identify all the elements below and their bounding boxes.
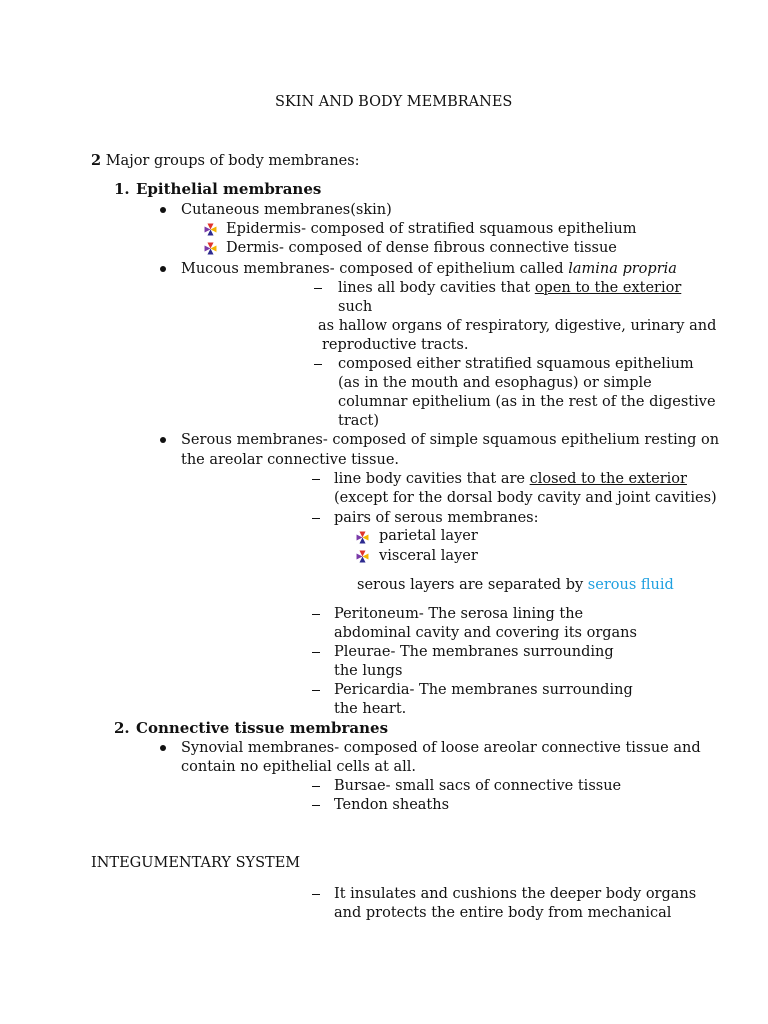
peritoneum-item-line-2: abdominal cavity and covering its organs [334, 625, 637, 641]
serous-point-2: pairs of serous membranes: [334, 510, 539, 526]
bullet-dot-icon [160, 207, 166, 213]
pericardia-item: Pericardia- The membranes surrounding [334, 682, 633, 698]
integumentary-point-line-2: and protects the entire body from mechanical [334, 905, 672, 921]
pleurae-item-line-2: the lungs [334, 663, 403, 679]
visceral-layer-item: visceral layer [379, 548, 478, 564]
integumentary-point: It insulates and cushions the deeper body organs [334, 886, 697, 902]
bullet-dot-icon [160, 745, 166, 751]
serous-point-1-line-2: (except for the dorsal body cavity and joint cavities) [334, 490, 717, 506]
mucous-point-1-text: lines all body cavities that [338, 280, 535, 296]
mucous-point-1-line-4: reproductive tracts. [322, 337, 469, 353]
page-title: SKIN AND BODY MEMBRANES [275, 94, 513, 110]
serous-fluid-term: serous fluid [587, 577, 674, 593]
dash-icon [312, 479, 320, 480]
mucous-point-1-line-2: such [338, 299, 373, 315]
parietal-layer-item: parietal layer [379, 528, 478, 544]
serous-separation-text: serous layers are separated by [357, 577, 588, 593]
pericardia-item-line-2: the heart. [334, 701, 407, 717]
fleuron-icon [204, 242, 217, 255]
mucous-item [181, 260, 677, 278]
mucous-point-2-line-2: (as in the mouth and esophagus) or simple [338, 375, 652, 391]
serous-item-line-2: the areolar connective tissue. [181, 452, 400, 468]
dash-icon [312, 614, 320, 615]
mucous-point-2-line-3: columnar epithelium (as in the rest of the digestive [338, 394, 716, 410]
bullet-dot-icon [160, 437, 166, 443]
pleurae-item: Pleurae- The membranes surrounding [334, 644, 614, 660]
mucous-point-1-underline: open to the exterior [534, 280, 682, 296]
intro-number: 2 [91, 152, 102, 169]
fleuron-icon [356, 550, 369, 563]
mucous-point-1-line-3: as hallow organs of respiratory, digestive, urinary and [318, 318, 717, 334]
dash-icon [314, 288, 322, 289]
fleuron-icon [356, 531, 369, 544]
dash-icon [312, 786, 320, 787]
dermis-item: Dermis- composed of dense fibrous connective tissue [226, 240, 617, 256]
tendon-sheaths-item: Tendon sheaths [334, 797, 450, 813]
intro-text: Major groups of body membranes: [105, 153, 360, 169]
serous-item: Serous membranes- composed of simple squamous epithelium resting on [181, 432, 720, 448]
dash-icon [312, 894, 320, 895]
epidermis-item: Epidermis- composed of stratified squamous epithelium [226, 221, 637, 237]
dash-icon [312, 805, 320, 806]
cutaneous-item: Cutaneous membranes(skin) [181, 202, 392, 218]
intro-line [91, 152, 360, 170]
synovial-item: Synovial membranes- composed of loose areolar connective tissue and [181, 740, 701, 756]
serous-point-1-text: line body cavities that are [334, 471, 530, 487]
mucous-text: Mucous membranes- composed of epithelium called [181, 261, 569, 277]
section-1-number: 1. [114, 180, 130, 198]
mucous-term: lamina propria [568, 261, 677, 277]
dash-icon [312, 652, 320, 653]
fleuron-icon [204, 223, 217, 236]
serous-point-1 [334, 470, 687, 488]
mucous-point-2: composed either stratified squamous epithelium [338, 356, 694, 372]
section-2-number: 2. [114, 719, 130, 737]
dash-icon [312, 690, 320, 691]
synovial-item-line-2: contain no epithelial cells at all. [181, 759, 416, 775]
peritoneum-item: Peritoneum- The serosa lining the [334, 606, 584, 622]
bursae-item: Bursae- small sacs of connective tissue [334, 778, 622, 794]
integumentary-heading: INTEGUMENTARY SYSTEM [91, 855, 301, 871]
mucous-point-1 [338, 279, 681, 297]
dash-icon [314, 364, 322, 365]
dash-icon [312, 518, 320, 519]
serous-point-1-underline: closed to the exterior [529, 471, 687, 487]
section-1-heading: Epithelial membranes [136, 180, 322, 198]
mucous-point-2-line-4: tract) [338, 413, 380, 429]
section-2-heading: Connective tissue membranes [136, 719, 389, 737]
bullet-dot-icon [160, 266, 166, 272]
serous-separation-note [357, 576, 674, 594]
